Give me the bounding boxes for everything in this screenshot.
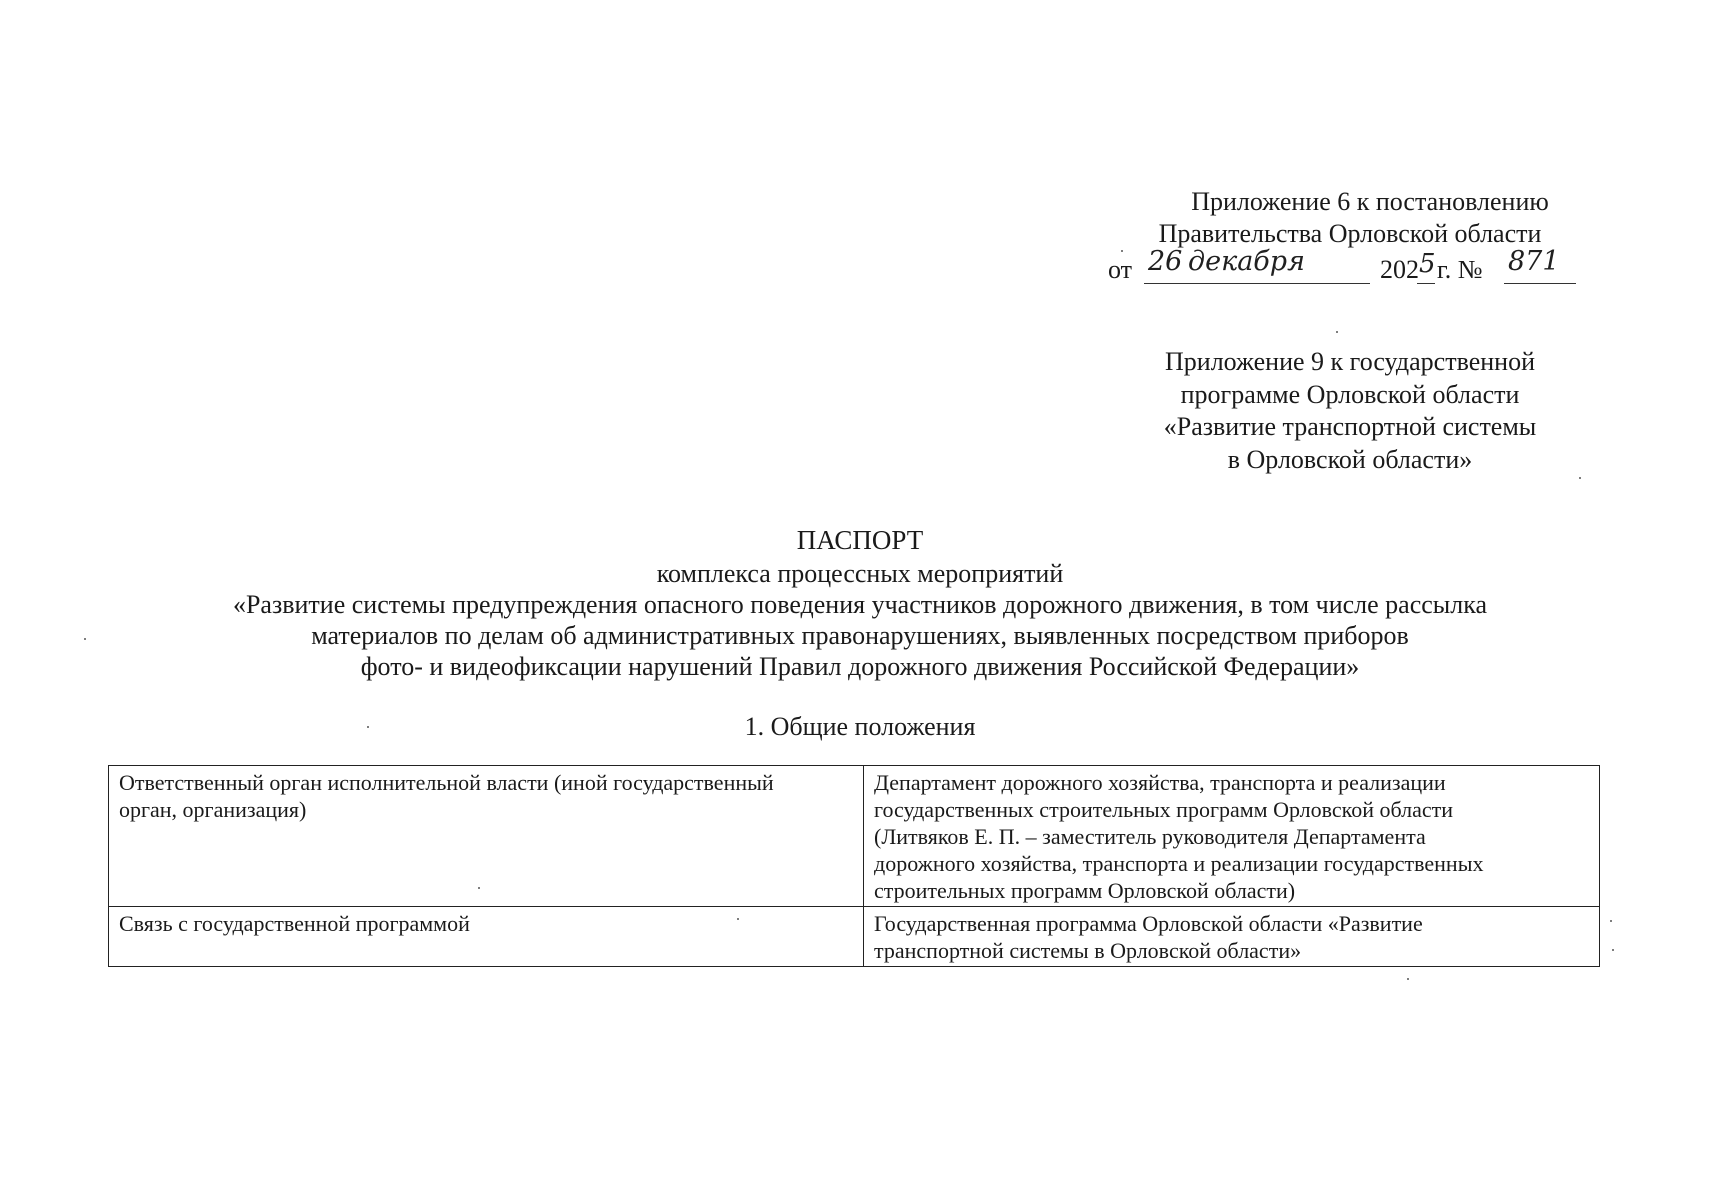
document-title-block <box>100 525 1620 682</box>
cell-text-line: орган, организация) <box>119 797 307 822</box>
approval-block <box>1080 186 1620 290</box>
year-underline <box>1417 283 1435 284</box>
scan-speck <box>84 638 86 640</box>
handwritten-year-digit: 5 <box>1419 249 1436 279</box>
date-underline <box>1144 283 1370 284</box>
cell-text-line: транспортной системы в Орловской области» <box>874 938 1302 963</box>
scan-speck <box>737 918 739 920</box>
scan-speck <box>1612 949 1614 951</box>
year-prefix: 202 <box>1380 255 1419 284</box>
handwritten-day: 26 <box>1148 246 1183 277</box>
table-cell-value <box>864 907 1600 967</box>
cell-text-line: строительных программ Орловской области) <box>874 878 1296 903</box>
annex-line-1: Приложение 9 к государственной <box>1165 347 1535 376</box>
cell-text-line: (Литвяков Е. П. – заместитель руководителя Департамента <box>874 824 1426 849</box>
cell-text-line: Ответственный орган исполнительной власти (иной государственный <box>119 770 774 795</box>
program-name-line-2: материалов по делам об административных правонарушениях, выявленных посредством приборов <box>311 621 1409 650</box>
table-cell-label <box>109 907 864 967</box>
scan-speck <box>367 726 369 728</box>
scan-speck <box>1579 477 1581 479</box>
scan-speck <box>478 887 480 889</box>
annex-line-4: в Орловской области» <box>1227 444 1473 474</box>
approval-line-1: Приложение 6 к постановлению <box>1191 187 1549 216</box>
number-underline <box>1504 283 1576 284</box>
table-cell-label <box>109 766 864 907</box>
scan-speck <box>1336 331 1338 333</box>
cell-text-line: государственных строительных программ Орловской области <box>874 797 1454 822</box>
handwritten-month: декабря <box>1188 246 1305 277</box>
table-cell-value <box>864 766 1600 907</box>
annex-line-2: программе Орловской области <box>1180 379 1520 409</box>
year-suffix: г. № <box>1437 255 1483 284</box>
cell-text-line: дорожного хозяйства, транспорта и реализации государственных <box>874 851 1484 876</box>
document-title: ПАСПОРТ <box>796 525 924 555</box>
program-name-line-3: фото- и видеофиксации нарушений Правил дорожного движения Российской Федерации» <box>360 652 1360 681</box>
cell-text-line: Департамент дорожного хозяйства, транспорта и реализации <box>874 770 1446 795</box>
handwritten-number: 871 <box>1508 246 1560 277</box>
general-provisions-table <box>108 765 1600 967</box>
date-prefix: от <box>1108 255 1133 284</box>
annex-block <box>1140 346 1560 476</box>
scan-speck <box>1121 250 1123 252</box>
approval-date-line <box>1080 246 1620 290</box>
table-row <box>109 766 1600 907</box>
section-title: 1. Общие положения <box>744 712 976 741</box>
approval-line-2: Правительства Орловской области <box>1158 219 1542 248</box>
program-name-line-1: «Развитие системы предупреждения опасного поведения участников дорожного движения, в том числе рассылка <box>232 590 1488 619</box>
annex-line-3: «Развитие транспортной системы <box>1163 412 1537 441</box>
scan-speck <box>1610 920 1612 922</box>
table-row <box>109 907 1600 967</box>
cell-text-line: Государственная программа Орловской области «Развитие <box>874 911 1423 936</box>
cell-text-line: Связь с государственной программой <box>119 911 470 936</box>
scan-speck <box>1407 978 1409 980</box>
document-subtitle: комплекса процессных мероприятий <box>656 559 1064 588</box>
